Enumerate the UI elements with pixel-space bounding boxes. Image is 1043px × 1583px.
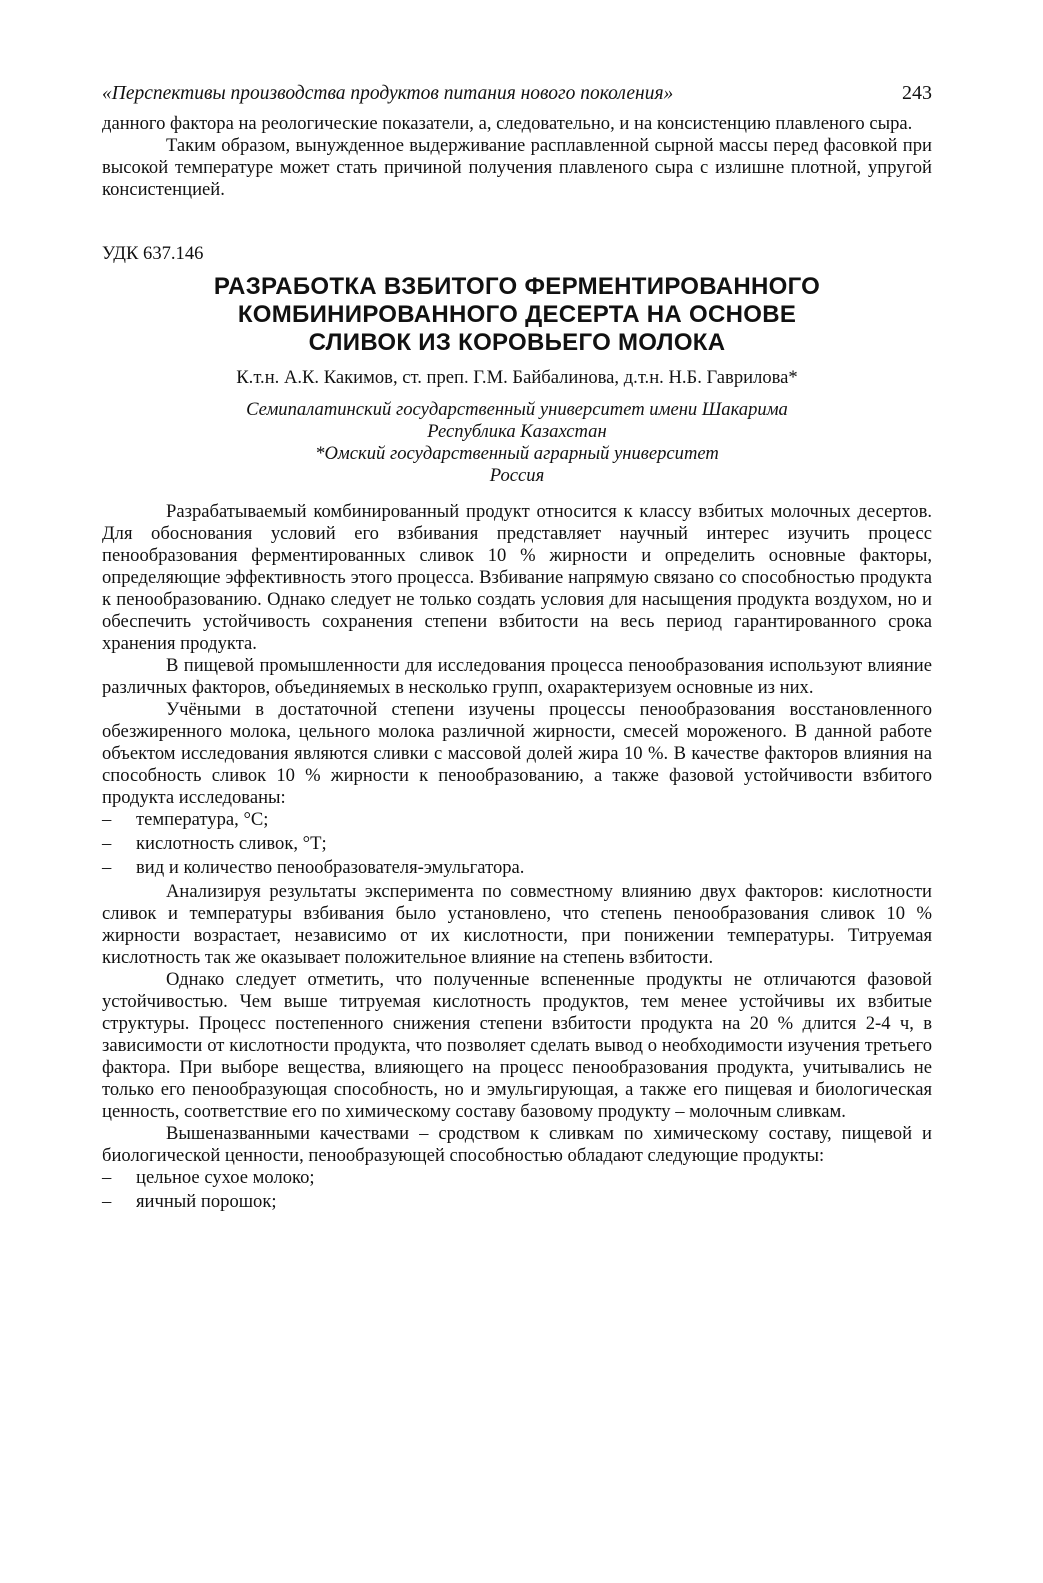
article-body xyxy=(102,501,932,1215)
list-item: – температура, °С; xyxy=(102,809,932,833)
list-item: – вид и количество пенообразователя-эмульгатора. xyxy=(102,857,932,881)
factors-list xyxy=(102,809,932,881)
body-paragraph: Вышеназванными качествами – сродством к сливкам по химическому составу, пищевой и биологической ценности, пенообразующей способностью обладают следующие продукты: xyxy=(102,1123,932,1166)
dash-bullet: – xyxy=(102,857,112,878)
title-line: СЛИВОК ИЗ КОРОВЬЕГО МОЛОКА xyxy=(308,329,726,356)
article-title xyxy=(102,273,932,357)
list-item: – яичный порошок; xyxy=(102,1191,932,1215)
authors: К.т.н. А.К. Какимов, ст. преп. Г.М. Байбалинова, д.т.н. Н.Б. Гаврилова* xyxy=(236,367,798,388)
journal-title: «Перспективы производства продуктов питания нового поколения» xyxy=(102,83,674,104)
page-number: 243 xyxy=(902,82,932,104)
affiliation-line: Республика Казахстан xyxy=(427,421,607,442)
body-paragraph: Разрабатываемый комбинированный продукт относится к классу взбитых молочных десертов. Для обоснования условий его взбивания представляет научный интерес изучить процесс пенообразования ферментированных сливок 10 % жирности и определить основные факторы, определяющие эффективность этого процесса. Взбивание напрямую связано со способностью продукта к пенообразованию. Однако следует не только создать условия для насыщения продукта воздухом, но и обеспечить устойчивость сохранения степени взбитости на весь период гарантированного срока хранения продукта. xyxy=(102,501,932,654)
title-line: КОМБИНИРОВАННОГО ДЕСЕРТА НА ОСНОВЕ xyxy=(237,301,797,328)
body-paragraph: Анализируя результаты эксперимента по совместному влиянию двух факторов: кислотности сливок и температуры взбивания было установлено, что степень пенообразования сливок 10 % жирности возрастает, независимо от их кислотности, при понижении температуры. Титруемая кислотность так же оказывает положительное влияние на степень взбитости. xyxy=(102,881,932,968)
running-header xyxy=(102,82,932,105)
affiliation-line: *Омский государственный аграрный университет xyxy=(315,443,719,464)
dash-bullet: – xyxy=(102,809,112,830)
body-paragraph: В пищевой промышленности для исследования процесса пенообразования используют влияние различных факторов, объединяемых в несколько групп, охарактеризуем основные из них. xyxy=(102,655,932,698)
title-line: РАЗРАБОТКА ВЗБИТОГО ФЕРМЕНТИРОВАННОГО xyxy=(213,273,821,300)
products-list xyxy=(102,1167,932,1215)
body-paragraph: Однако следует отметить, что полученные вспененные продукты не отличаются фазовой устойчивостью. Чем выше титруемая кислотность продуктов, тем менее устойчивы их взбитые структуры. Процесс постепенного снижения степени взбитости продукта на 20 % длится 2-4 ч, в зависимости от кислотности продукта, что позволяет сделать вывод о необходимости изучения третьего фактора. При выборе вещества, влияющего на процесс пенообразования продукта, учитывались не только его пенообразующая способность, но и эмульгирующая, а также его пищевая и биологическая ценность, соответствие его по химическому составу базовому продукту – молочным сливкам. xyxy=(102,969,932,1122)
dash-bullet: – xyxy=(102,833,112,854)
dash-bullet: – xyxy=(102,1191,112,1212)
affiliations xyxy=(102,399,932,487)
list-item: – кислотность сливок, °Т; xyxy=(102,833,932,857)
list-item: – цельное сухое молоко; xyxy=(102,1167,932,1191)
prev-article-paragraph: Таким образом, вынужденное выдерживание расплавленной сырной массы перед фасовкой при высокой температуре может стать причиной получения плавленого сыра с излишне плотной, упругой консистенцией. xyxy=(102,135,932,200)
affiliation-line: Семипалатинский государственный университет имени Шакарима xyxy=(246,399,788,420)
body-paragraph: Учёными в достаточной степени изучены процессы пенообразования восстановленного обезжиренного молока, цельного молока различной жирности, смесей мороженого. В данной работе объектом исследования являются сливки с массовой долей жира 10 %. В качестве факторов влияния на способность сливок 10 % жирности к пенообразованию, а также фазовой устойчивости взбитого продукта исследованы: xyxy=(102,699,932,808)
dash-bullet: – xyxy=(102,1167,112,1188)
udc-code: УДК 637.146 xyxy=(102,243,204,264)
affiliation-line: Россия xyxy=(489,465,545,486)
page xyxy=(102,82,932,1215)
prev-article-paragraph: данного фактора на реологические показатели, а, следовательно, и на консистенцию плавленого сыра. xyxy=(102,113,913,134)
